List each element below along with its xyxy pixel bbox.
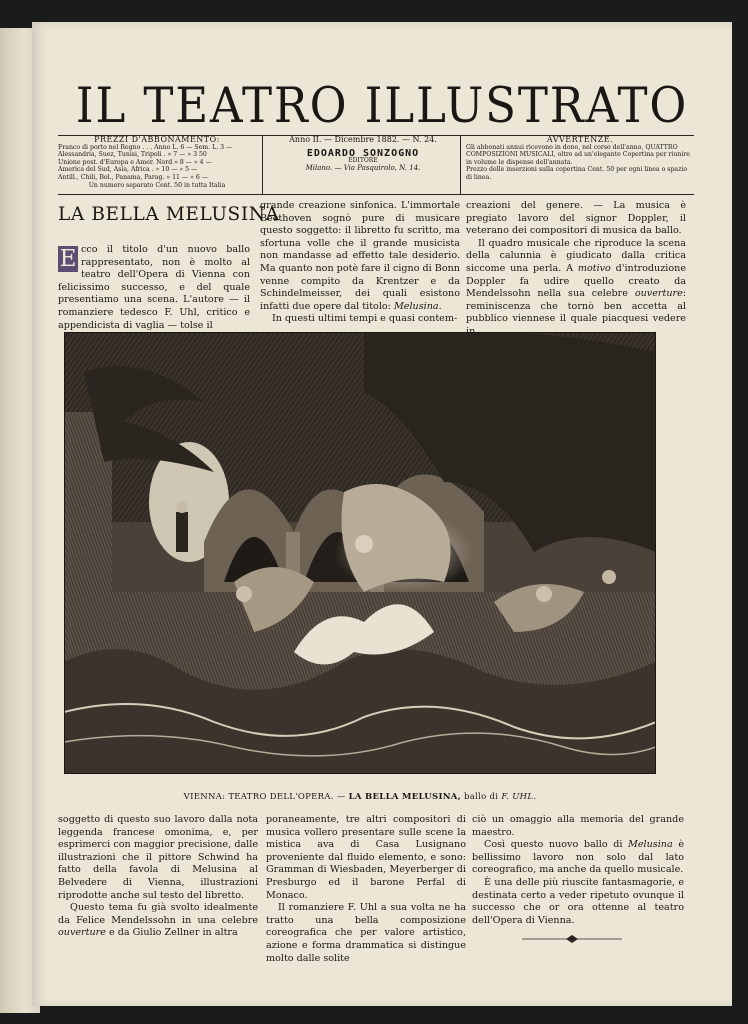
text-run: Così questo nuovo ballo di: [484, 839, 623, 851]
drop-cap: E: [59, 246, 77, 272]
column-1-bottom: [58, 814, 258, 940]
paragraph: grande creazione sinfonica. L'immortale Beethoven sognò pure di musicare questo soggetto: il libretto fu scritto, ma sfortuna volle che il grande musicista non mandasse ad effetto tale desiderio. Ma quanto non potè fare il cigno di Bonn venne compito da Krentzer e da Schindelmeisser, dei quali esistono infatti due opere dal titolo:: [260, 200, 460, 312]
newspaper-page: [32, 22, 732, 1006]
subscription-line: Unione post. d'Europa e Amer. Nord » 8 — » 4 —: [58, 158, 212, 166]
text-run: Questo tema fu già svolto idealmente da Felice Mendelssohn in una celebre: [58, 902, 258, 926]
subscription-line: Antill., Chili, Bol., Panama, Parag. » 11 — » 6 —: [58, 173, 208, 181]
masthead-title: IL TEATRO ILLUSTRATO: [75, 77, 689, 134]
publisher-role: EDITORE: [348, 157, 378, 165]
subscription-line: America del Sud, Asia, Africa . » 10 — » 5 —: [58, 166, 198, 174]
publisher-address: Milano. — Via Pasquirolo, N. 14.: [305, 163, 421, 172]
emphasis: ouverture: [634, 288, 683, 300]
caption-title: LA BELLA MELUSINA,: [348, 792, 461, 802]
caption-tail: ballo di: [463, 792, 499, 802]
article-title: LA BELLA MELUSINA: [58, 204, 280, 225]
subscription-line: Franco di porto nel Regno . . . Anno L. 6 — Sem. L. 3 —: [58, 143, 233, 151]
caption-author: F. UHL.: [501, 792, 537, 802]
subscription-line: Un numero separato Cent. 50 in tutta Italia: [88, 181, 226, 189]
engraving-illustration: [64, 332, 656, 774]
header-bottom-rule: [58, 194, 694, 195]
paragraph: In questi ultimi tempi e quasi contem-: [272, 313, 458, 325]
paragraph: creazioni del genere. — La musica è pregiato lavoro del signor Doppler, il veterano dei compositori di musica da ballo.: [466, 200, 686, 237]
end-ornament: [522, 934, 622, 944]
text-run: e da Giulio Zellner in altra: [109, 927, 238, 939]
paragraph: ciò un omaggio alla memoria del grande maestro.: [472, 814, 684, 838]
paragraph: soggetto di questo suo lavoro dalla nota leggenda francese omonima, e, per esprimerci con maggior precisione, dalle illustrazioni che il pittore Schwind ha fatto della favola di Melusina al Belvedere di Vienna, illustrazioni riprodotte anche sul testo del libretto.: [58, 814, 258, 901]
caption-place: VIENNA: TEATRO DELL'OPERA. —: [183, 792, 346, 802]
notice-text: Prezzo delle inserzioni sulla copertina Cent. 50 per ogni linea o spazio di linea.: [466, 166, 688, 181]
paragraph: poraneamente, tre altri compositori di musica vollero presentare sulle scene la mistica ava di Casa Lusignano proveniente dal fluido elemento, e sono: Gramman di Wiesbaden, Meyerberger di Presburgo ed il barone Perfal di Monaco.: [266, 814, 466, 901]
text-run: d'introduzione Doppler fa udire quello creato da Mendelssohn nella sua celebre: [466, 262, 686, 300]
paragraph: È una delle più riuscite fantasmagorie, e destinata certo a veder ripetuto ovunque il successo che or ora ottenne al teatro dell'Opera di Vienna.: [472, 876, 684, 926]
column-1-top: [58, 244, 250, 332]
publisher-name: EDOARDO SONZOGNO: [306, 147, 420, 159]
melusina-scene: [64, 332, 656, 774]
subscription-box: [58, 136, 256, 189]
emphasis: motivo: [577, 262, 611, 274]
notice-box: [466, 136, 694, 182]
illustration-caption: [64, 792, 656, 802]
column-2-bottom: [266, 814, 466, 965]
header-separator: [262, 136, 263, 194]
text-run: Il quadro musicale che riproduce la scena della calunnia è giudicato dalla critica siccome una perla. A: [466, 237, 686, 274]
emphasis: Melusina.: [393, 300, 442, 312]
emphasis: Melusina: [628, 839, 673, 851]
text-run: : reminiscenza che tornò ben accetta al pubblico viennese il quale piacquesi vedere: [466, 288, 686, 325]
paragraph: cco il titolo d'un nuovo ballo rappresentato, non è molto al teatro dell'Opera di Vienna con felicissimo successo, e del quale presentiamo una scena. L'autore — il romanziere tedesco F. Uhl, critico e appendicista di vaglia — tolse il: [58, 244, 250, 331]
issue-box: [270, 136, 456, 172]
issue-line: Anno II. — Dicembre 1882. — N. 24.: [289, 135, 437, 144]
notice-text: Gli abbonati annui ricevono in dono, nel corso dell'anno, QUATTRO COMPOSIZIONI MUSICALI, oltre ad un'elegante Copertina per riunire in volume le dispense dell'annata.: [466, 143, 690, 166]
notice-heading: AVVERTENZE.: [546, 135, 614, 144]
column-2-top: [260, 200, 460, 326]
column-3-top: [466, 200, 686, 339]
paragraph: Il romanziere F. Uhl a sua volta ne ha tratto una bella composizione coreografica che per valore artistico, azione e forma drammatica si distingue molto dalle solite: [266, 902, 466, 964]
emphasis: ouverture: [58, 927, 106, 939]
text-run: è bellissimo lavoro non solo dal lato coreografico, ma anche da quello musicale.: [472, 839, 684, 876]
subscription-line: Alessandria, Suez, Tunisi, Tripoli . » 7 — » 3 50: [58, 151, 207, 159]
header-separator: [460, 136, 461, 194]
column-3-bottom: [472, 814, 684, 927]
subscription-heading: PREZZI D'ABBONAMENTO:: [94, 135, 220, 144]
